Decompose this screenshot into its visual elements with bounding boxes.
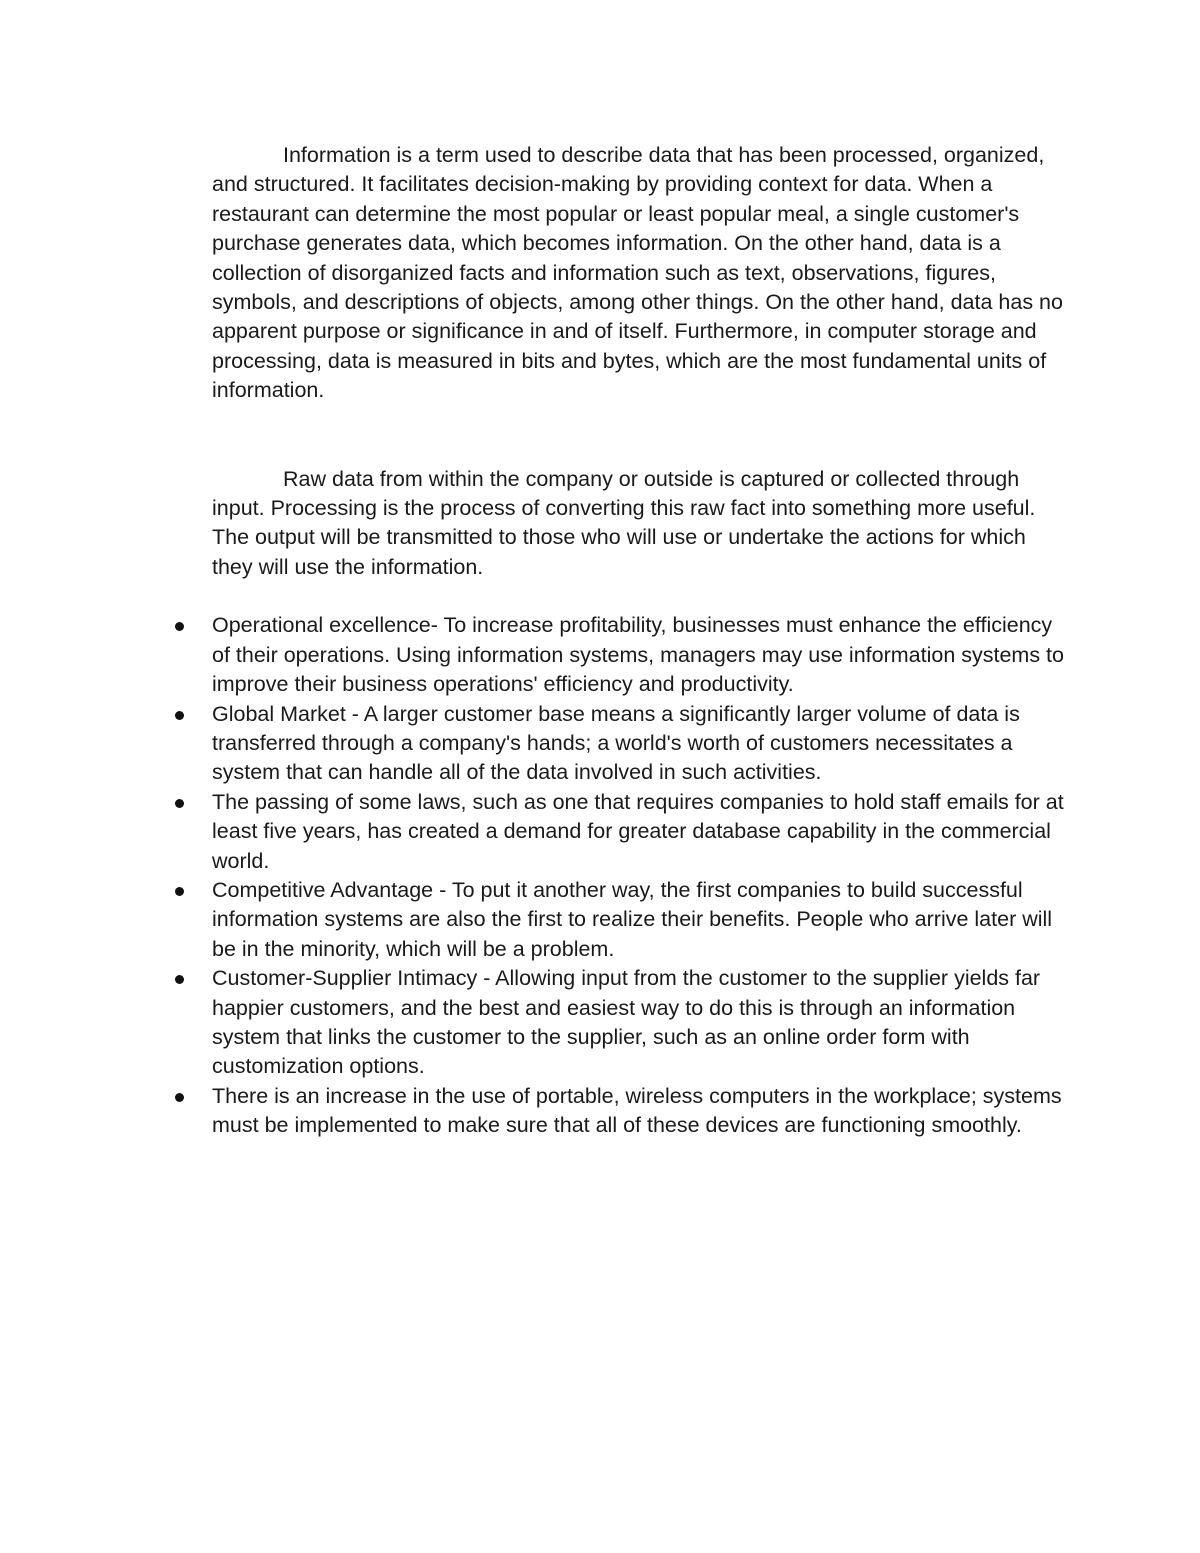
paragraph-information-definition: Information is a term used to describe data that has been processed, organized, and structured. It facilitates decision-making by providing context for data. When a restaurant can determine the most popular or least popular meal, a single customer's purchase generates data, which becomes information. On the other hand, data is a collection of disorganized facts and information such as text, observations, figures, symbols, and descriptions of objects, among other things. On the other hand, data has no apparent purpose or significance in and of itself. Furthermore, in computer storage and processing, data is measured in bits and bytes, which are the most fundamental units of information. [212, 143, 1063, 403]
list-item-text: The passing of some laws, such as one that requires companies to hold staff emails for at least five years, has created a demand for greater database capability in the commercial world. [212, 789, 1064, 873]
bullet-icon [175, 1093, 184, 1102]
list-item [212, 964, 1070, 1082]
document-body [212, 141, 1070, 1141]
paragraph-spacer [212, 406, 1070, 465]
list-item-text: Customer-Supplier Intimacy - Allowing input from the customer to the supplier yields far happier customers, and the best and easiest way to do this is through an information system that links the customer to the supplier, such as an online order form with customization options. [212, 966, 1041, 1079]
paragraph-input-processing-output: Raw data from within the company or outside is captured or collected through input. Processing is the process of converting this raw fact into something more useful. The output will be transmitted to those who will use or undertake the actions for which they will use the information. [212, 466, 1036, 579]
list-item [212, 700, 1070, 788]
bullet-icon [175, 622, 184, 631]
list-item [212, 611, 1070, 699]
bullet-icon [175, 887, 184, 896]
bullet-list [212, 611, 1070, 1140]
list-item-text: Operational excellence- To increase profitability, businesses must enhance the efficiency of their operations. Using information systems, managers may use information systems to improve their business operations' efficiency and productivity. [212, 613, 1064, 697]
list-item [212, 788, 1070, 876]
list-item-text: Global Market - A larger customer base means a significantly larger volume of data is transferred through a company's hands; a world's worth of customers necessitates a system that can handle all of the data involved in such activities. [212, 701, 1020, 785]
bullet-icon [175, 975, 184, 984]
list-item [212, 1082, 1070, 1141]
list-item [212, 876, 1070, 964]
bullet-icon [175, 711, 184, 720]
list-item-text: Competitive Advantage - To put it another way, the first companies to build successful information systems are also the first to realize their benefits. People who arrive later will be in the minority, which will be a problem. [212, 877, 1053, 961]
bullet-icon [175, 799, 184, 808]
list-item-text: There is an increase in the use of portable, wireless computers in the workplace; systems must be implemented to make sure that all of these devices are functioning smoothly. [212, 1083, 1062, 1138]
